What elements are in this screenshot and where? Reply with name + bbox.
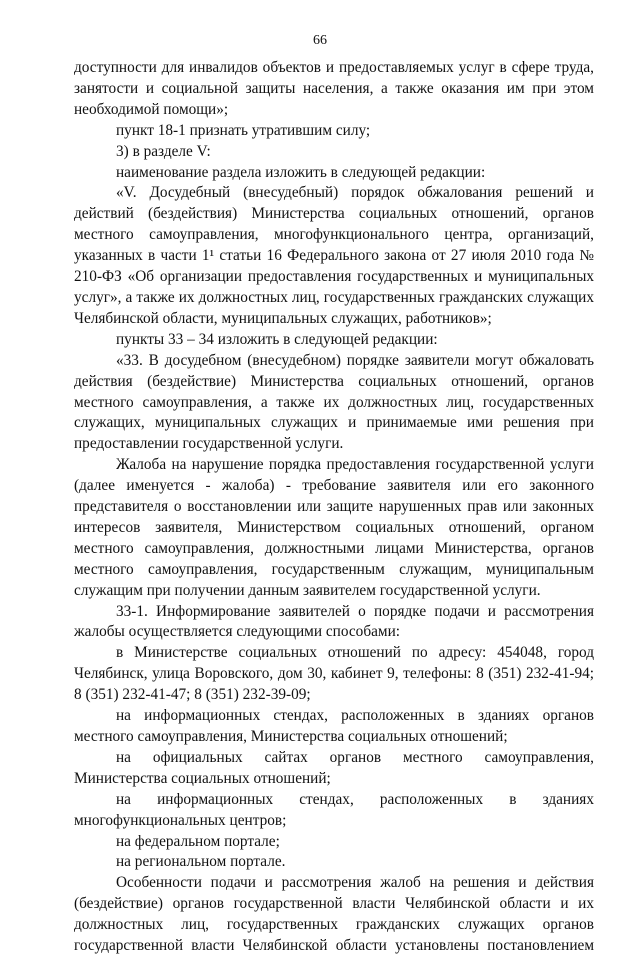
paragraph-16: Особенности подачи и рассмотрения жалоб на решения и действия (бездействие) органов государственной власти Челябинской области и их должностных лиц, государственных гражданских служащих органов государственной власти Челябинской области установлены постановлением	[74, 874, 594, 955]
paragraph-15: на региональном портале.	[116, 853, 286, 871]
paragraph-1: доступности для инвалидов объектов и предоставляемых услуг в сфере труда, занятости и социальной защиты населения, а также оказания им при этом необходимой помощи»;	[74, 59, 594, 118]
paragraph-14: на федеральном портале;	[116, 832, 280, 850]
paragraph-9: 33-1. Информирование заявителей о порядке подачи и рассмотрения жалобы осуществляется следующими способами:	[74, 602, 594, 641]
paragraph-4: наименование раздела изложить в следующей редакции:	[116, 163, 486, 181]
paragraph-12: на официальных сайтах органов местного самоуправления, Министерства социальных отношений;	[74, 748, 594, 787]
paragraph-2: пункт 18-1 признать утратившим силу;	[116, 121, 371, 139]
paragraph-3: 3) в разделе V:	[116, 142, 211, 160]
paragraph-10: в Министерстве социальных отношений по адресу: 454048, город Челябинск, улица Воровского, дом 30, кабинет 9, телефоны: 8 (351) 232-41-94; 8 (351) 232-41-47; 8 (351) 232-39-09;	[74, 644, 594, 704]
page-number: 66	[313, 33, 327, 48]
document-body	[74, 58, 594, 957]
paragraph-13: на информационных стендах, расположенных в зданиях многофункциональных центров;	[74, 790, 594, 829]
paragraph-11: на информационных стендах, расположенных в зданиях органов местного самоуправления, Министерства социальных отношений;	[74, 707, 594, 745]
paragraph-6: пункты 33 – 34 изложить в следующей редакции:	[116, 330, 438, 348]
paragraph-8: Жалоба на нарушение порядка предоставления государственной услуги (далее именуется - жалоба) - требование заявителя или его законного представителя о восстановлении или защите нарушенных прав или законных интересов заявителя, Министерством социальных отношений, органом местного самоуправления, должностными лицами Министерства, органов местного самоуправления, государственным служащим, муниципальным служащим при получении данным заявителем государственной услуги.	[74, 456, 594, 599]
paragraph-7: «33. В досудебном (внесудебном) порядке заявители могут обжаловать действия (бездействие) Министерства социальных отношений, органов местного самоуправления, а также их должностных лиц, государственных служащих, муниципальных служащих и принимаемые ими решения при предоставлении государственной услуги.	[74, 351, 594, 453]
paragraph-5: «V. Досудебный (внесудебный) порядок обжалования решений и действий (бездействия) Министерства социальных отношений, органов местного самоуправления, многофункционального центра, организаций, указанных в части 1¹ статьи 16 Федерального закона от 27 июля 2010 года № 210-ФЗ «Об организации предоставления государственных и муниципальных услуг», а также их должностных лиц, государственных гражданских служащих Челябинской области, муниципальных служащих, работников»;	[74, 184, 594, 327]
